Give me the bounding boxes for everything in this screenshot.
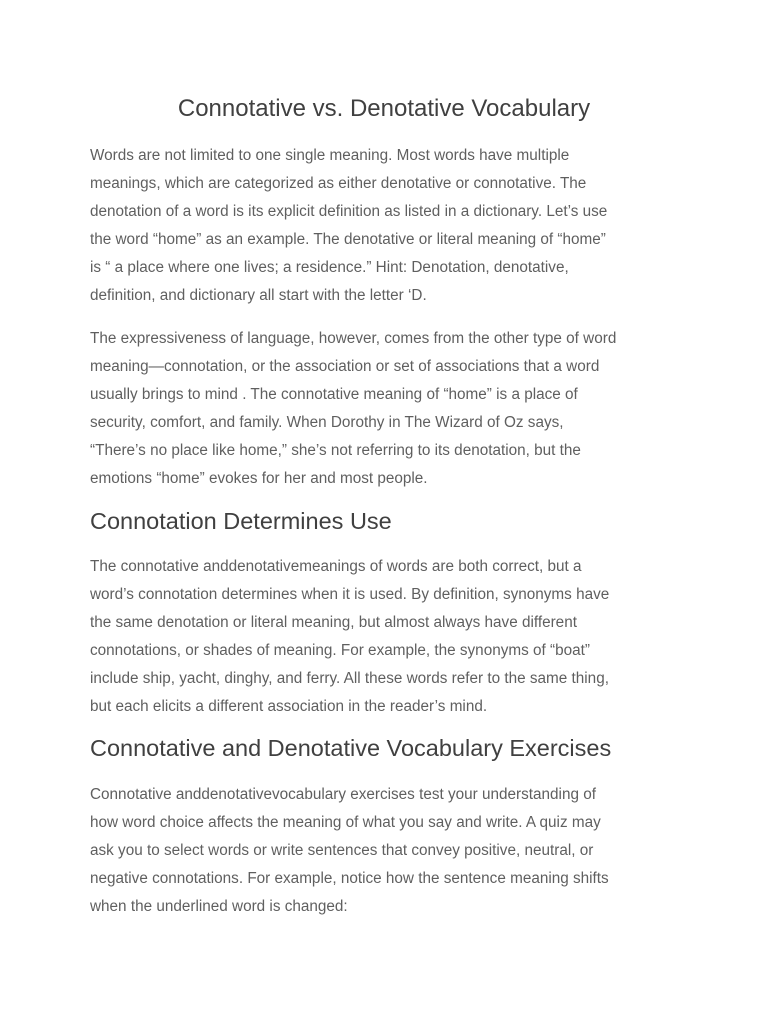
paragraph-line: definition, and dictionary all start with the letter ‘D. xyxy=(90,287,427,304)
paragraph-connotation-intro xyxy=(90,325,680,493)
paragraph-line: usually brings to mind . The connotative meaning of “home” is a place of xyxy=(90,386,578,403)
paragraph-line: security, comfort, and family. When Dorothy in The Wizard of Oz says, xyxy=(90,414,564,431)
document-title: Connotative vs. Denotative Vocabulary xyxy=(177,95,591,122)
paragraph-line: meaning—connotation, or the association or set of associations that a word xyxy=(90,358,600,375)
paragraph-connotation-use xyxy=(90,553,680,721)
paragraph-line: meanings, which are categorized as either denotative or connotative. The xyxy=(90,175,587,192)
paragraph-line: the same denotation or literal meaning, but almost always have different xyxy=(90,614,577,631)
paragraph-line: is “ a place where one lives; a residence.” Hint: Denotation, denotative, xyxy=(90,259,569,276)
paragraph-line: Words are not limited to one single meaning. Most words have multiple xyxy=(90,147,570,164)
paragraph-line: denotation of a word is its explicit definition as listed in a dictionary. Let’s use xyxy=(90,203,608,220)
paragraph-line: The expressiveness of language, however, comes from the other type of word xyxy=(90,330,617,347)
paragraph-line: when the underlined word is changed: xyxy=(90,898,348,915)
paragraph-line: include ship, yacht, dinghy, and ferry. All these words refer to the same thing, xyxy=(90,670,609,687)
paragraph-vocabulary-exercises xyxy=(90,781,680,921)
paragraph-line: Connotative anddenotativevocabulary exercises test your understanding of xyxy=(90,786,596,803)
paragraph-line: The connotative anddenotativemeanings of words are both correct, but a xyxy=(90,558,582,575)
paragraph-line: connotations, or shades of meaning. For example, the synonyms of “boat” xyxy=(90,642,590,659)
paragraph-line: emotions “home” evokes for her and most people. xyxy=(90,470,428,487)
section-heading-connotation-use: Connotation Determines Use xyxy=(90,508,392,534)
paragraph-line: word’s connotation determines when it is used. By definition, synonyms have xyxy=(90,586,610,603)
paragraph-line: the word “home” as an example. The denotative or literal meaning of “home” xyxy=(90,231,606,248)
section-heading-vocabulary-exercises: Connotative and Denotative Vocabulary Exercises xyxy=(90,735,612,761)
paragraph-line: but each elicits a different association in the reader’s mind. xyxy=(90,698,488,715)
paragraph-line: ask you to select words or write sentences that convey positive, neutral, or xyxy=(90,842,594,859)
paragraph-line: how word choice affects the meaning of what you say and write. A quiz may xyxy=(90,814,601,831)
paragraph-denotation-intro xyxy=(90,142,680,310)
paragraph-line: “There’s no place like home,” she’s not referring to its denotation, but the xyxy=(90,442,581,459)
paragraph-line: negative connotations. For example, notice how the sentence meaning shifts xyxy=(90,870,609,887)
